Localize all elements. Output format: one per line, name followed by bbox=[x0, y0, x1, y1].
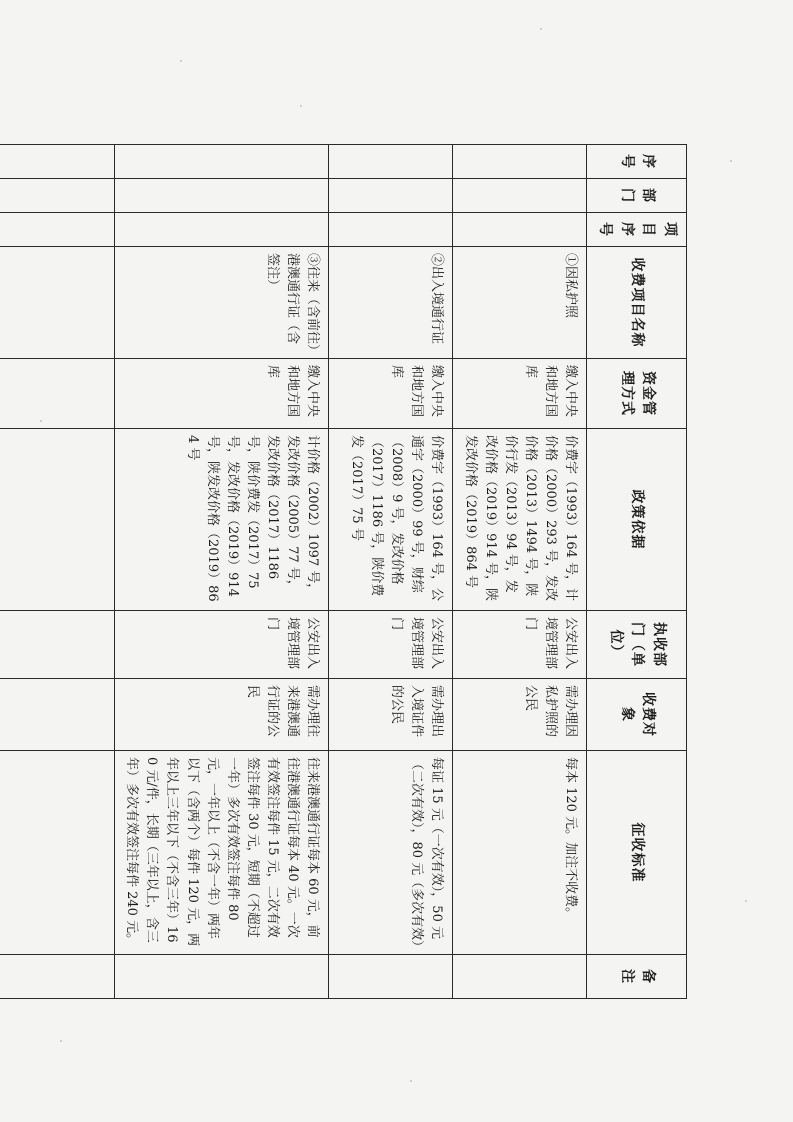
cell-dept bbox=[329, 179, 453, 213]
header-payers: 收费对象 bbox=[587, 679, 687, 751]
table-header-row bbox=[587, 145, 687, 999]
cell-dept bbox=[0, 179, 115, 213]
cell-standard: 往来港澳通行证每本 60 元，前往港澳通行证每本 40 元。一次有效签注每件 15 元，二次有效签注每件 30 元，短期（不超过一年）多次有效签注每件 80 元，一年以上（不含一年）两年以下（含两个）每件 120 元，两年以上三年以下（不含三年）160 元/件，长期（三年以上，含三年）多次有效签注每件 240 元。 bbox=[115, 751, 329, 955]
cell-dept bbox=[453, 179, 587, 213]
scan-speck bbox=[745, 900, 747, 902]
cell-policy-basis bbox=[0, 429, 115, 611]
cell-fund-mgmt: 缴入中央和地方国库 bbox=[115, 359, 329, 429]
header-seq: 序号 bbox=[587, 145, 687, 179]
cell-item-seq bbox=[115, 213, 329, 247]
cell-seq bbox=[0, 145, 115, 179]
table-row bbox=[329, 145, 453, 999]
header-item-seq: 项目序号 bbox=[587, 213, 687, 247]
scan-speck bbox=[180, 60, 182, 62]
cell-fund-mgmt: 缴入中央和地方国库 bbox=[453, 359, 587, 429]
cell-item-name: ①因私护照 bbox=[453, 247, 587, 359]
table-row bbox=[115, 145, 329, 999]
cell-dept bbox=[115, 179, 329, 213]
header-standard: 征收标准 bbox=[587, 751, 687, 955]
cell-fund-mgmt: 缴入中央和地方国库 bbox=[329, 359, 453, 429]
header-remarks: 备 注 bbox=[587, 955, 687, 999]
header-item-name: 收费项目名称 bbox=[587, 247, 687, 359]
cell-policy-basis: 计价格（2002）1097 号，发改价格（2005）77 号，发改价格（2017）1186 号，陕价费发（2017）75 号，发改价格（2019）914 号，陕发改价格（2019）864 号 bbox=[115, 429, 329, 611]
cell-standard bbox=[0, 751, 115, 955]
header-fund-mgmt: 资金管理方式 bbox=[587, 359, 687, 429]
cell-exec-dept: 公安出入境管理部门 bbox=[453, 611, 587, 679]
cell-payers bbox=[0, 679, 115, 751]
cell-exec-dept: 公安出入境管理部门 bbox=[115, 611, 329, 679]
cell-item-seq bbox=[453, 213, 587, 247]
cell-payers: 需办理往来港澳通行证的公民 bbox=[115, 679, 329, 751]
cell-item-name bbox=[0, 247, 115, 359]
cell-standard: 每证 15 元（一次有效），50 元（二次有效），80 元（多次有效） bbox=[329, 751, 453, 955]
cell-payers: 需办理因私护照的公民 bbox=[453, 679, 587, 751]
table-row bbox=[0, 145, 115, 999]
cell-payers: 需办理出入境证件的公民 bbox=[329, 679, 453, 751]
header-dept: 部门 bbox=[587, 179, 687, 213]
cell-policy-basis: 价费字（1993）164 号，计价格（2000）293 号，发改价格（2013）1494 号，陕价行发（2013）94 号，发改价格（2019）914 号，陕发改价格（2019）864 号 bbox=[453, 429, 587, 611]
scan-speck bbox=[410, 1080, 412, 1082]
cell-item-name: ③往来（含前往）港澳通行证（含签注） bbox=[115, 247, 329, 359]
cell-remarks bbox=[453, 955, 587, 999]
scan-speck bbox=[60, 1040, 62, 1042]
cell-policy-basis: 价费字（1993）164 号，公通字（2000）99 号，财综（2008）9 号，发改价格（2017）1186 号，陕价费发（2017）75 号 bbox=[329, 429, 453, 611]
scan-speck bbox=[300, 105, 302, 107]
rotated-table-wrapper bbox=[97, 144, 687, 994]
header-exec-dept: 执收部门（单位） bbox=[587, 611, 687, 679]
cell-seq bbox=[115, 145, 329, 179]
cell-standard: 每本 120 元。加注不收费。 bbox=[453, 751, 587, 955]
cell-seq bbox=[329, 145, 453, 179]
header-policy-basis: 政策依据 bbox=[587, 429, 687, 611]
cell-item-seq bbox=[329, 213, 453, 247]
cell-fund-mgmt bbox=[0, 359, 115, 429]
cell-exec-dept bbox=[0, 611, 115, 679]
cell-item-name: ②出入境通行证 bbox=[329, 247, 453, 359]
cell-remarks bbox=[329, 955, 453, 999]
rotated-document bbox=[97, 144, 687, 994]
fee-table bbox=[0, 144, 687, 999]
scan-speck bbox=[540, 28, 542, 30]
cell-remarks bbox=[115, 955, 329, 999]
table-row bbox=[453, 145, 587, 999]
cell-seq bbox=[453, 145, 587, 179]
cell-item-seq bbox=[0, 213, 115, 247]
scan-speck bbox=[730, 160, 732, 162]
cell-exec-dept: 公安出入境管理部门 bbox=[329, 611, 453, 679]
cell-remarks bbox=[0, 955, 115, 999]
